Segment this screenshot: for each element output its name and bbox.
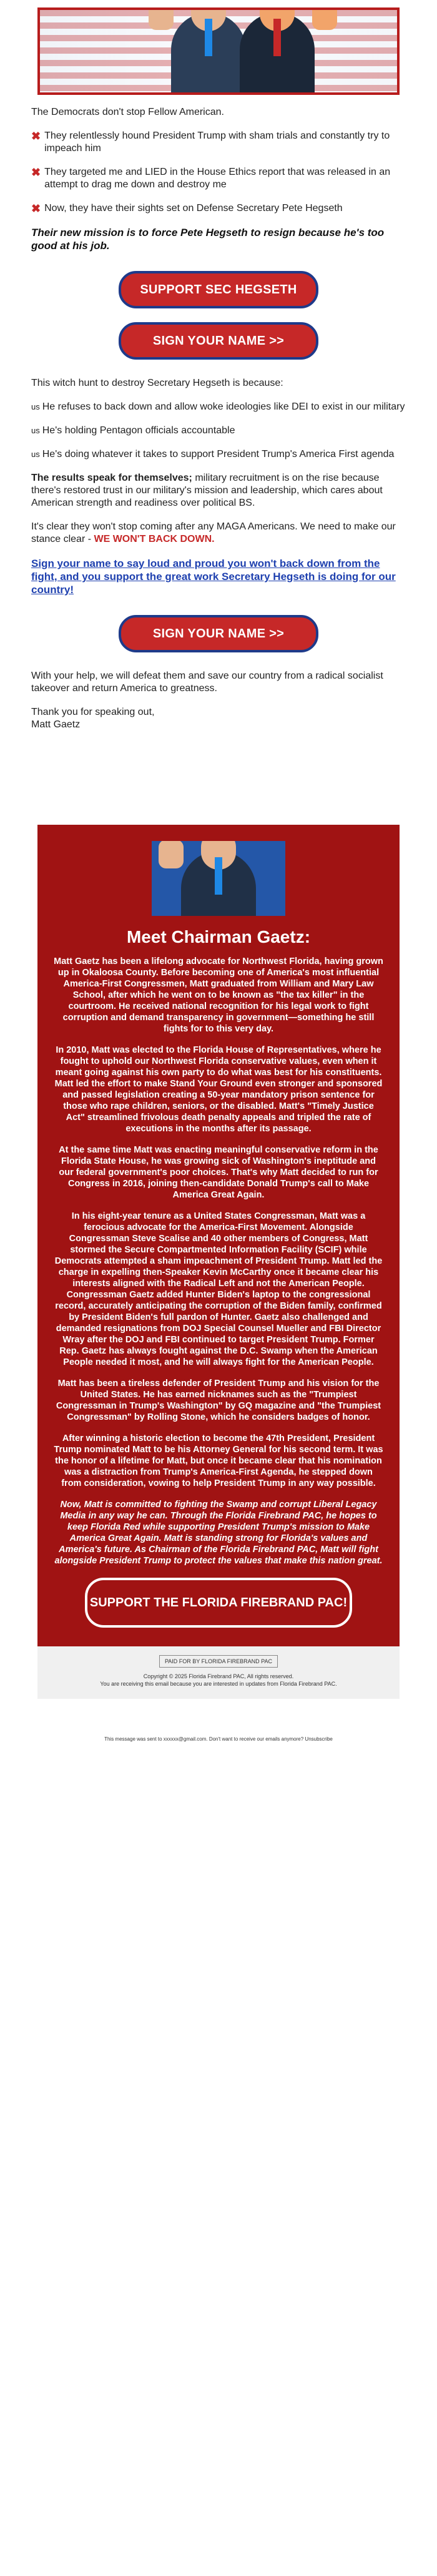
x-item-1: ✖ They relentlessly hound President Trump with sham trials and constantly try to impeach him (31, 130, 390, 154)
sign-name-button-1[interactable]: SIGN YOUR NAME >> (119, 322, 318, 360)
footer (37, 1646, 400, 1699)
mission-statement: Their new mission is to force Pete Hegseth to resign because he's too good at his job. (31, 227, 385, 252)
cross-icon: ✖ (31, 130, 41, 142)
because-item-3: us He's doing whatever it takes to support President Trump's America First agenda (31, 449, 395, 460)
us-flag-icon: us (31, 402, 40, 411)
support-hegseth-button[interactable]: SUPPORT SEC HEGSETH (119, 271, 318, 308)
bio-paragraph: After winning a historic election to become the 47th President, President Trump nominated Matt to be his Attorney General for his second term. It was the honor of a lifetime for Matt, but once it became clear that his nomination was a distraction from Trump's America-First Agenda, he stepped down from consideration, vowing to help President Trump in any way possible. (54, 1433, 383, 1488)
paid-for-box: PAID FOR BY FLORIDA FIREBRAND PAC (159, 1655, 278, 1668)
intro-line: The Democrats don't stop Fellow American. (31, 107, 224, 117)
bio-paragraph: At the same time Matt was enacting meaningful conservative reform in the Florida State House, he was growing sick of Washington's ineptitude and our federal government's poor choices. That's why Matt decided to run for Congress in 2016, joining then-candidate Donald Trump's call to Make America Great Again. (59, 1145, 378, 1200)
bio-paragraph: Matt has been a tireless defender of President Trump and his vision for the United States. He has earned nicknames such as the "Trumpiest Congressman in Trump's Washington" by GQ magazine and "the Trumpiest Congressman" by Rolling Stone, which he considers badges of honor. (56, 1379, 381, 1422)
bio-paragraph: Matt Gaetz has been a lifelong advocate for Northwest Florida, having grown up in Okaloosa County. Before becoming one of America's most influential America-First Congressmen, Matt graduated from William and Mary Law School, after which he went on to be known as "the tax killer" in the courtroom. He received national recognition for his legal work to fight corruption and demand transparency in government—something he still fights for to this very day. (54, 956, 383, 1034)
sign-name-link[interactable]: Sign your name to say loud and proud you won't back down from the fight, and you support the great work Secretary Hegseth is doing for our country! (31, 558, 396, 596)
trump-photo (240, 12, 315, 92)
clear-paragraph: It's clear they won't stop coming after any MAGA Americans. We need to make our stance clear - WE WON'T BACK DOWN. (31, 521, 396, 544)
copyright: Copyright © 2025 Florida Firebrand PAC, All rights reserved. (143, 1673, 294, 1679)
thanks-line: Thank you for speaking out, (31, 707, 155, 717)
closing-paragraph: With your help, we will defeat them and save our country from a radical socialist takeover and return America to greatness. (31, 671, 383, 694)
because-item-2: us He's holding Pentagon officials accountable (31, 425, 235, 436)
receiving-note: You are receiving this email because you are interested in updates from Florida Firebrand PAC. (100, 1681, 337, 1687)
us-flag-icon: us (31, 450, 40, 459)
because-item-1: us He refuses to back down and allow woke ideologies like DEI to exist in our military (31, 401, 405, 412)
bio-paragraph: In his eight-year tenure as a United States Congressman, Matt was a ferocious advocate for the America-First Movement. Alongside Congressman Steve Scalise and 40 other members of Congress, Matt stormed the Secure Compartmented Information Facility (SCIF) while Democrats attempted a sham impeachment of President Trump. Matt led the charge in expelling then-Speaker Kevin McCarthy once it became clear his interests aligned with the Radical Left and not the American People. Congressman Gaetz added Hunter Biden's laptop to the congressional record, accurately anticipating the corruption of the Biden family, confirmed by President Biden's full pardon of Hunter. Gaetz also challenged and demanded resignations from DOJ Special Counsel Mueller and FBI Director Wray after the DOJ and FBI continued to target President Trump. Former Rep. Gaetz has always fought against the D.C. Swamp when the American People needed it most, and he will always fight for the American People. (54, 1211, 383, 1367)
x-item-3: ✖ Now, they have their sights set on Defense Secretary Pete Hegseth (31, 202, 343, 215)
because-lead: This witch hunt to destroy Secretary Hegseth is because: (31, 378, 283, 388)
cross-icon: ✖ (31, 202, 41, 215)
us-flag-icon: us (31, 426, 40, 435)
gaetz-portrait (152, 841, 285, 916)
bio-closing: Now, Matt is committed to fighting the Swamp and corrupt Liberal Legacy Media in any way he can. Through the Florida Firebrand PAC, he hopes to keep Florida Red while supporting President Trump's mission to Make America Great Again. Matt is standing strong for Florida's values and America's future. As Chairman of the Florida Firebrand PAC, Matt will fight alongside President Trump to protect the values that make this nation great. (54, 1500, 383, 1566)
bio-section (37, 825, 400, 1646)
cross-icon: ✖ (31, 166, 41, 179)
sign-name-button-2[interactable]: SIGN YOUR NAME >> (119, 615, 318, 652)
support-pac-button[interactable]: SUPPORT THE FLORIDA FIREBRAND PAC! (85, 1578, 352, 1628)
signature: Matt Gaetz (31, 719, 81, 730)
results-paragraph: The results speak for themselves; military recruitment is on the rise because there's restored trust in our military's mission and leadership, which cares about American strength and readiness over political BS. (31, 473, 383, 508)
gaetz-photo (171, 12, 246, 92)
x-item-2: ✖ They targeted me and LIED in the House Ethics report that was released in an attempt to drag me down and destroy me (31, 166, 391, 190)
bio-paragraph: In 2010, Matt was elected to the Florida House of Representatives, where he fought to uphold our Northwest Florida conservative values, even when it meant going against his own party to do what was best for his constituents. Matt led the effort to make Stand Your Ground even stronger and sponsored and passed legislation creating a 50-year mandatory prison sentence for those who rape children, seniors, or the disabled. Matt's "Timely Justice Act" streamlined frivolous death penalty appeals and tripled the rate of executions in the months after its passage. (54, 1045, 383, 1134)
unsubscribe-line[interactable]: This message was sent to xxxxxx@gmail.com. Don't want to receive our emails anymore? Unsubscribe (104, 1736, 333, 1742)
email-body (31, 0, 406, 1742)
hero-banner (37, 7, 400, 95)
bio-title: Meet Chairman Gaetz: (126, 927, 311, 946)
